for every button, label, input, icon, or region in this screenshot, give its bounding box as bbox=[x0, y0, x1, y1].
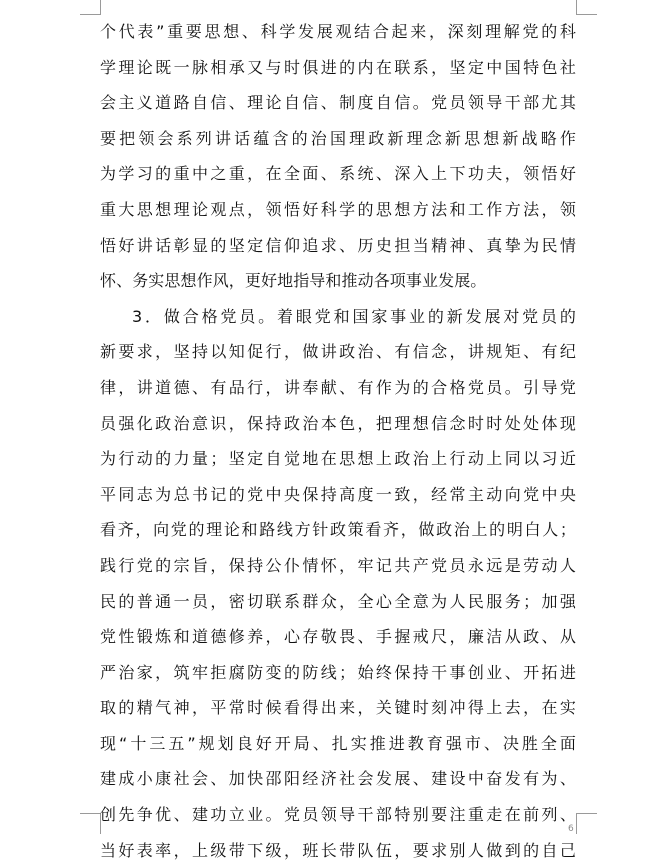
text-line: 取的精气神，平常时候看得出来，关键时刻冲得上去，在实 bbox=[100, 698, 576, 718]
text-line: 创先争优、建功立业。党员领导干部特别要注重走在前列、 bbox=[100, 805, 576, 825]
text-line: 民的普通一员，密切联系群众，全心全意为人民服务；加强 bbox=[100, 591, 576, 611]
text-line: 律，讲道德、有品行，讲奉献、有作为的合格党员。引导党 bbox=[100, 377, 576, 397]
text-line: 新要求，坚持以知促行，做讲政治、有信念，讲规矩、有纪 bbox=[100, 342, 576, 362]
crop-mark-bottom-right bbox=[576, 813, 597, 834]
text-line: 践行党的宗旨，保持公仆情怀，牢记共产党员永远是劳动人 bbox=[100, 555, 576, 575]
body-text[interactable] bbox=[100, 14, 576, 868]
text-line: 为行动的力量；坚定自觉地在思想上政治上行动上同以习近 bbox=[100, 449, 576, 469]
text-line: 建成小康社会、加快邵阳经济社会发展、建设中奋发有为、 bbox=[100, 769, 576, 789]
text-line: 平同志为总书记的党中央保持高度一致，经常主动向党中央 bbox=[100, 484, 576, 504]
paragraph-1 bbox=[100, 14, 576, 299]
text-line: 现“十三五”规划良好开局、扎实推进教育强市、决胜全面 bbox=[100, 733, 576, 753]
text-line: 会主义道路自信、理论自信、制度自信。党员领导干部尤其 bbox=[100, 93, 576, 113]
text-line: 为学习的重中之重，在全面、系统、深入上下功夫，领悟好 bbox=[100, 164, 576, 184]
text-line: 严治家，筑牢拒腐防变的防线；始终保持干事创业、开拓进 bbox=[100, 662, 576, 682]
text-line: 怀、务实思想作风，更好地指导和推动各项事业发展。 bbox=[100, 271, 487, 291]
text-line: 要把领会系列讲话蕴含的治国理政新理念新思想新战略作 bbox=[100, 128, 576, 148]
crop-mark-top-left bbox=[80, 0, 101, 15]
text-line: 当好表率，上级带下级，班长带队伍，要求别人做到的自己 bbox=[100, 840, 576, 860]
text-line: 看齐，向党的理论和路线方针政策看齐，做政治上的明白人； bbox=[100, 520, 576, 540]
text-line: 个代表”重要思想、科学发展观结合起来，深刻理解党的科 bbox=[100, 22, 576, 41]
text-line: 3．做合格党员。着眼党和国家事业的新发展对党员的 bbox=[132, 306, 576, 326]
text-line: 悟好讲话彰显的坚定信仰追求、历史担当精神、真挚为民情 bbox=[100, 235, 576, 255]
text-line: 党性锻炼和道德修养，心存敬畏、手握戒尺，廉洁从政、从 bbox=[100, 627, 576, 647]
text-line: 学理论既一脉相承又与时俱进的内在联系，坚定中国特色社 bbox=[100, 57, 576, 77]
page-number: 6 bbox=[568, 824, 574, 834]
text-line: 员强化政治意识，保持政治本色，把理想信念时时处处体现 bbox=[100, 413, 576, 433]
paragraph-2 bbox=[100, 299, 576, 868]
text-line: 重大思想理论观点，领悟好科学的思想方法和工作方法，领 bbox=[100, 199, 576, 219]
crop-mark-top-right bbox=[576, 0, 597, 15]
crop-mark-bottom-left bbox=[80, 813, 101, 834]
